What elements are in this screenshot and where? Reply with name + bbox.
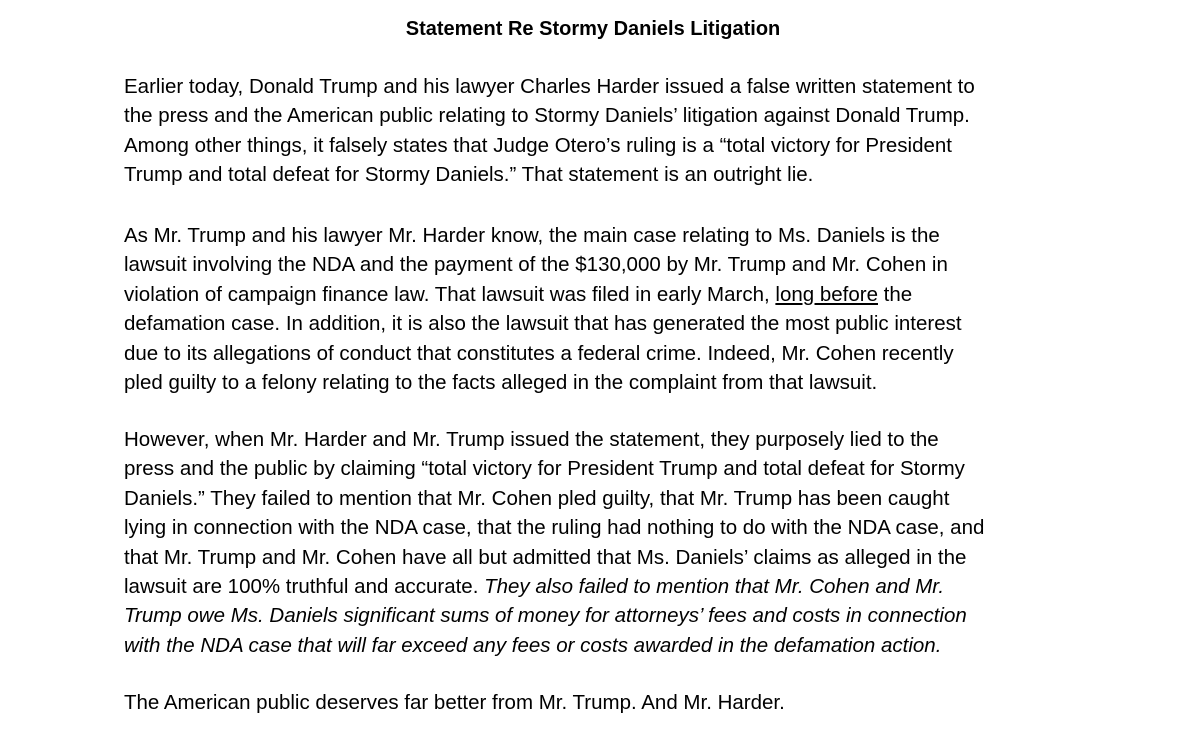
paragraph-2-line-6: pled guilty to a felony relating to the facts alleged in the complaint from that lawsuit. bbox=[124, 371, 878, 395]
paragraph-3 bbox=[124, 425, 1064, 660]
paragraph-1-line-1: Earlier today, Donald Trump and his lawyer Charles Harder issued a false written statement to bbox=[124, 75, 975, 98]
paragraph-3-line-8: with the NDA case that will far exceed any fees or costs awarded in the defamation action. bbox=[124, 633, 942, 657]
paragraph-3-line-4: lying in connection with the NDA case, that the ruling had nothing to do with the NDA case, and bbox=[124, 516, 985, 540]
paragraph-3-line-6-plain: lawsuit are 100% truthful and accurate. bbox=[124, 575, 485, 599]
paragraph-2-line-3-tail: the bbox=[877, 282, 913, 306]
paragraph-2 bbox=[124, 221, 1064, 397]
italic-sentence-start: They also failed to mention that Mr. Cohen and Mr. bbox=[484, 575, 945, 599]
paragraph-2-line-4: defamation case. In addition, it is also the lawsuit that has generated the most public interest bbox=[124, 312, 962, 336]
paragraph-3-line-1: However, when Mr. Harder and Mr. Trump issued the statement, they purposely lied to the bbox=[124, 428, 939, 451]
paragraph-1-line-4: Trump and total defeat for Stormy Daniels.” That statement is an outright lie. bbox=[124, 163, 814, 187]
paragraph-3-line-7: Trump owe Ms. Daniels significant sums of money for attorneys’ fees and costs in connection bbox=[124, 604, 967, 628]
paragraph-2-line-1: As Mr. Trump and his lawyer Mr. Harder know, the main case relating to Ms. Daniels is the bbox=[124, 224, 940, 247]
document-title: Statement Re Stormy Daniels Litigation bbox=[405, 18, 781, 40]
underlined-phrase: long before bbox=[775, 282, 878, 306]
paragraph-3-line-3: Daniels.” They failed to mention that Mr. Cohen pled guilty, that Mr. Trump has been caught bbox=[124, 486, 950, 510]
paragraph-2-line-5: due to its allegations of conduct that constitutes a federal crime. Indeed, Mr. Cohen recently bbox=[124, 341, 954, 365]
paragraph-2-line-3 bbox=[124, 280, 1064, 309]
paragraph-2-line-3-text: violation of campaign finance law. That lawsuit was filed in early March, bbox=[124, 282, 776, 306]
paragraph-1-line-3: Among other things, it falsely states that Judge Otero’s ruling is a “total victory for President bbox=[124, 133, 952, 157]
paragraph-2-line-2: lawsuit involving the NDA and the payment of the $130,000 by Mr. Trump and Mr. Cohen in bbox=[124, 253, 948, 277]
paragraph-3-line-2: press and the public by claiming “total victory for President Trump and total defeat for Stormy bbox=[124, 457, 965, 481]
paragraph-4-line-1: The American public deserves far better from Mr. Trump. And Mr. Harder. bbox=[124, 691, 785, 714]
paragraph-3-line-6 bbox=[124, 572, 1064, 601]
paragraph-4 bbox=[124, 688, 1064, 717]
paragraph-3-line-5: that Mr. Trump and Mr. Cohen have all but admitted that Ms. Daniels’ claims as alleged in the bbox=[124, 545, 967, 569]
paragraph-1 bbox=[124, 72, 1064, 190]
paragraph-1-line-2: the press and the American public relating to Stormy Daniels’ litigation against Donald Trump. bbox=[124, 104, 970, 128]
